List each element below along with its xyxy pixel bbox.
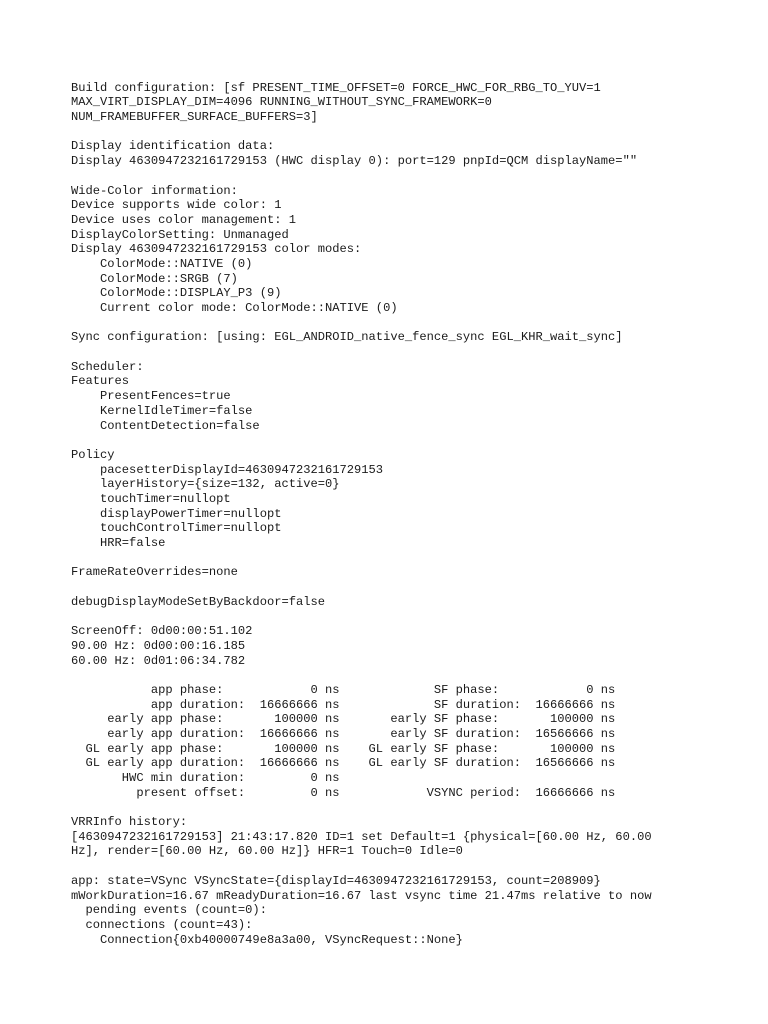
- text-line: [71, 125, 761, 140]
- text-line: KernelIdleTimer=false: [71, 403, 253, 418]
- text-line: early app phase: 100000 ns early SF phase: 100000 ns: [71, 712, 616, 727]
- text-line: GL early app phase: 100000 ns GL early SF phase: 100000 ns: [71, 741, 616, 756]
- text-line: [71, 668, 761, 683]
- text-line: Current color mode: ColorMode::NATIVE (0): [71, 301, 398, 315]
- text-line: ColorMode::NATIVE (0): [71, 256, 253, 271]
- text-line: [71, 551, 761, 566]
- text-line: layerHistory={size=132, active=0}: [71, 477, 340, 492]
- text-line: displayPowerTimer=nullopt: [71, 506, 282, 521]
- text-line: NUM_FRAMEBUFFER_SURFACE_BUFFERS=3]: [71, 110, 318, 125]
- text-line: debugDisplayModeSetByBackdoor=false: [71, 594, 326, 609]
- text-line: HRR=false: [71, 536, 166, 550]
- text-line: HWC min duration: 0 ns: [71, 771, 340, 785]
- text-line: Wide-Color information:: [71, 183, 238, 198]
- text-line: Connection{0xb40000749e8a3a00, VSyncRequest::None}: [71, 932, 463, 947]
- text-line: Display 4630947232161729153 (HWC display 0): port=129 pnpId=QCM displayName="": [71, 154, 638, 169]
- dumpsys-text-page: [71, 66, 761, 947]
- text-line: pacesetterDisplayId=4630947232161729153: [71, 462, 384, 477]
- text-line: touchTimer=nullopt: [71, 491, 231, 506]
- text-line: DisplayColorSetting: Unmanaged: [71, 227, 289, 242]
- text-line: FrameRateOverrides=none: [71, 565, 238, 580]
- text-line: 60.00 Hz: 0d01:06:34.782: [71, 653, 246, 668]
- text-line: Hz], render=[60.00 Hz, 60.00 Hz]} HFR=1 Touch=0 Idle=0: [71, 844, 463, 859]
- text-line: VRRInfo history:: [71, 815, 188, 830]
- text-line: Sync configuration: [using: EGL_ANDROID_native_fence_sync EGL_KHR_wait_sync]: [71, 330, 623, 345]
- text-line: Display identification data:: [71, 139, 275, 154]
- text-line: pending events (count=0):: [71, 903, 267, 918]
- text-line: Device uses color management: 1: [71, 212, 296, 227]
- text-line: app phase: 0 ns SF phase: 0 ns: [71, 682, 616, 697]
- text-line: 90.00 Hz: 0d00:00:16.185: [71, 638, 246, 653]
- text-line: [4630947232161729153] 21:43:17.820 ID=1 set Default=1 {physical=[60.00 Hz, 60.00: [71, 829, 652, 844]
- text-line: Display 4630947232161729153 color modes:: [71, 242, 362, 257]
- text-line: [71, 580, 761, 595]
- text-line: connections (count=43):: [71, 917, 253, 932]
- text-line: PresentFences=true: [71, 389, 231, 404]
- text-line: [71, 800, 761, 815]
- text-line: ColorMode::DISPLAY_P3 (9): [71, 286, 282, 301]
- text-line: app duration: 16666666 ns SF duration: 16666666 ns: [71, 697, 616, 712]
- text-line: [71, 859, 761, 874]
- text-line: MAX_VIRT_DISPLAY_DIM=4096 RUNNING_WITHOUT_SYNC_FRAMEWORK=0: [71, 95, 492, 110]
- text-line: [71, 609, 761, 624]
- text-line: ScreenOff: 0d00:00:51.102: [71, 624, 253, 639]
- text-line: touchControlTimer=nullopt: [71, 521, 282, 536]
- text-line: [71, 433, 761, 448]
- text-line: mWorkDuration=16.67 mReadyDuration=16.67 last vsync time 21.47ms relative to now: [71, 888, 652, 903]
- text-line: [71, 66, 761, 81]
- text-line: Scheduler:: [71, 359, 144, 374]
- text-line: Device supports wide color: 1: [71, 198, 282, 213]
- text-line: [71, 169, 761, 184]
- text-line: Features: [71, 374, 130, 389]
- text-line: app: state=VSync VSyncState={displayId=4630947232161729153, count=208909}: [71, 873, 601, 888]
- text-line: ColorMode::SRGB (7): [71, 271, 238, 286]
- text-line: ContentDetection=false: [71, 418, 260, 433]
- text-line: present offset: 0 ns VSYNC period: 16666666 ns: [71, 785, 616, 800]
- text-line: early app duration: 16666666 ns early SF duration: 16566666 ns: [71, 726, 616, 741]
- text-line: [71, 345, 761, 360]
- text-line: GL early app duration: 16666666 ns GL early SF duration: 16566666 ns: [71, 756, 616, 771]
- text-line: Build configuration: [sf PRESENT_TIME_OFFSET=0 FORCE_HWC_FOR_RBG_TO_YUV=1: [71, 80, 601, 95]
- text-line: [71, 316, 761, 331]
- text-line: Policy: [71, 447, 115, 462]
